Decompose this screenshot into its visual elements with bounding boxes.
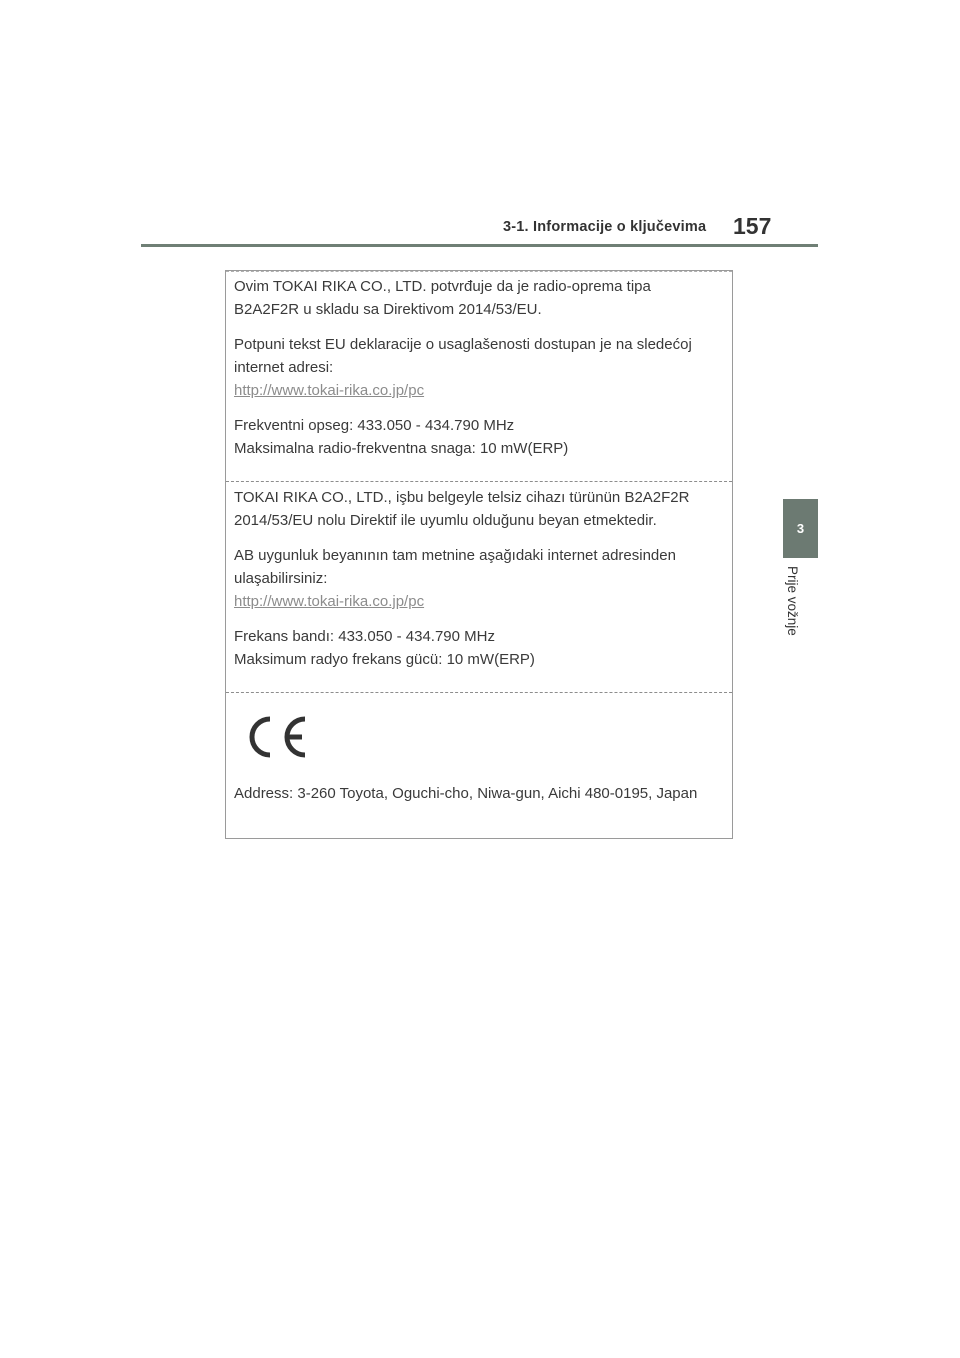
ce-mark-icon (241, 713, 309, 761)
declaration-link[interactable]: http://www.tokai-rika.co.jp/pc (234, 593, 425, 610)
declaration-bosnian (226, 275, 732, 460)
manufacturer-address: Address: 3-260 Toyota, Oguchi-cho, Niwa-gun, Aichi 480-0195, Japan (234, 785, 698, 802)
header-rule (141, 244, 818, 247)
decl-text-line: 2014/53/EU nolu Direktif ile uyumlu olduğunu beyan etmektedir. (234, 512, 657, 529)
decl-text-line: B2A2F2R u skladu sa Direktivom 2014/53/EU. (234, 301, 542, 318)
decl-text-line: Potpuni tekst EU deklaracije o usaglašenosti dostupan je na sledećoj (234, 336, 692, 353)
decl-text-line: internet adresi: (234, 359, 334, 376)
declaration-turkish (226, 486, 732, 671)
chapter-label: Prije vožnje (785, 566, 800, 636)
decl-text-line: ulaşabilirsiniz: (234, 570, 328, 587)
chapter-number: 3 (796, 521, 805, 536)
declaration-box (225, 270, 733, 839)
decl-text-line: TOKAI RIKA CO., LTD., işbu belgeyle telsiz cihazı türünün B2A2F2R (234, 489, 690, 506)
chapter-tab[interactable] (783, 499, 818, 558)
section-divider (226, 692, 732, 693)
max-power: Maksimum radyo frekans gücü: 10 mW(ERP) (234, 651, 535, 668)
page-number: 157 (733, 213, 772, 239)
max-power: Maksimalna radio-frekventna snaga: 10 mW(ERP) (234, 440, 569, 457)
declaration-link[interactable]: http://www.tokai-rika.co.jp/pc (234, 382, 425, 399)
frequency-band: Frekans bandı: 433.050 - 434.790 MHz (234, 628, 495, 645)
section-divider (226, 481, 732, 482)
frequency-band: Frekventni opseg: 433.050 - 434.790 MHz (234, 417, 515, 434)
decl-text-line: Ovim TOKAI RIKA CO., LTD. potvrđuje da je radio-oprema tipa (234, 278, 651, 295)
decl-text-line: AB uygunluk beyanının tam metnine aşağıdaki internet adresinden (234, 547, 676, 564)
section-title: 3-1. Informacije o ključevima (503, 219, 707, 235)
top-dashed-rule (226, 271, 732, 272)
